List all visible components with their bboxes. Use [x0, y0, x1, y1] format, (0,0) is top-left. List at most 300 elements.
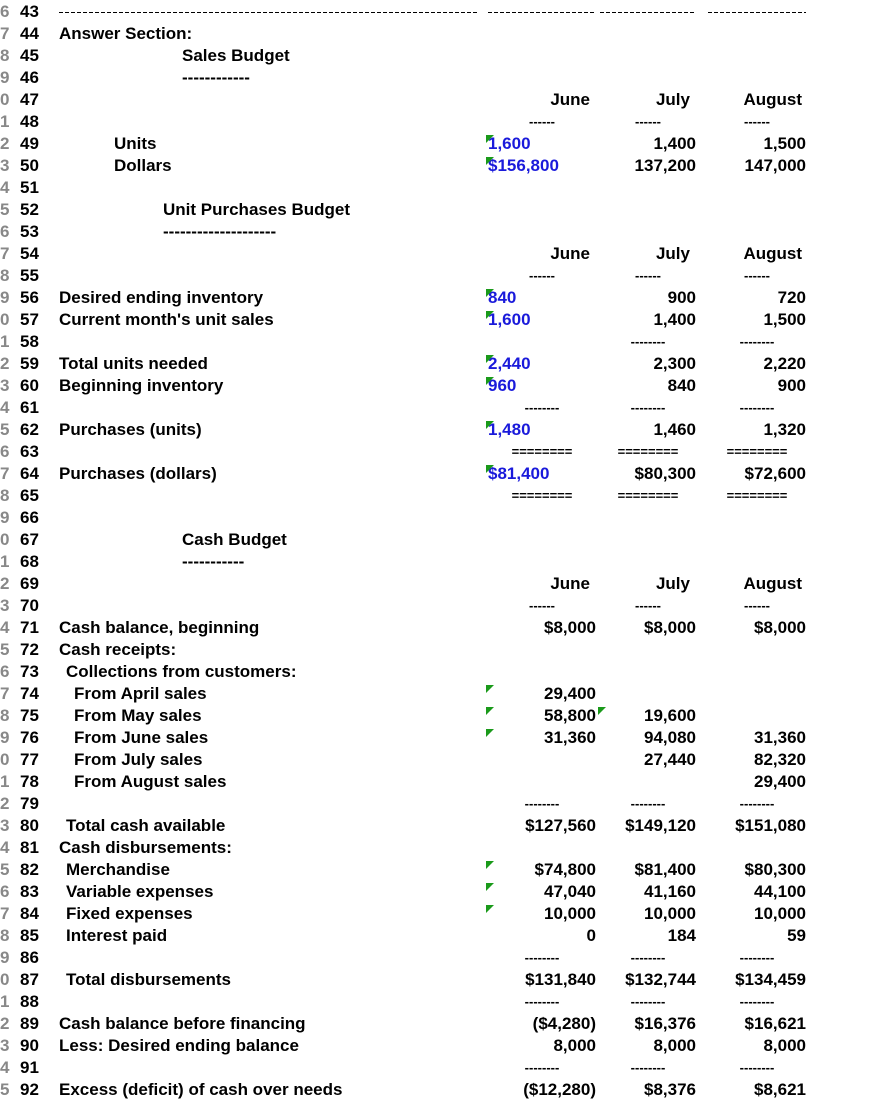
row-number-prefix: 7	[0, 904, 10, 923]
row-number-prefix: 1	[0, 772, 10, 791]
spreadsheet-row	[0, 1057, 892, 1079]
separator-line: --------	[739, 796, 775, 811]
column-header: July	[655, 244, 690, 263]
comment-marker[interactable]	[486, 157, 494, 165]
comment-marker[interactable]	[486, 685, 494, 693]
separator-line: --------	[524, 400, 560, 415]
value-cell[interactable]: 1,400	[653, 134, 696, 153]
row-number: 63	[20, 442, 39, 461]
row-number: 51	[20, 178, 39, 197]
column-header: June	[550, 90, 590, 109]
spreadsheet-row	[0, 221, 892, 243]
separator-line: ========	[511, 444, 573, 459]
row-number-prefix: 9	[0, 728, 10, 747]
row-number: 82	[20, 860, 39, 879]
value-cell[interactable]: 1,320	[763, 420, 806, 439]
row-number: 88	[20, 992, 39, 1011]
row-label[interactable]: Collections from customers:	[66, 662, 297, 681]
row-label[interactable]: Interest paid	[66, 926, 168, 945]
value-cell[interactable]: 900	[777, 376, 806, 395]
value-cell[interactable]: 147,000	[744, 156, 806, 175]
row-number: 49	[20, 134, 39, 153]
row-number: 46	[20, 68, 39, 87]
row-number: 80	[20, 816, 39, 835]
value-cell[interactable]: 27,440	[644, 750, 696, 769]
value-cell[interactable]: 184	[667, 926, 696, 945]
separator-line: --------	[524, 796, 560, 811]
row-number-prefix: 1	[0, 552, 10, 571]
spreadsheet-row	[0, 507, 892, 529]
row-number-prefix: 4	[0, 1058, 10, 1077]
section-title-underline: -----------	[182, 552, 245, 571]
value-cell[interactable]: 10,000	[544, 904, 596, 923]
value-cell[interactable]: $132,744	[625, 970, 696, 989]
value-cell[interactable]: 840	[667, 376, 696, 395]
separator-line: --------	[630, 796, 666, 811]
spreadsheet-row	[0, 45, 892, 67]
row-label[interactable]: Less: Desired ending balance	[59, 1036, 299, 1055]
value-cell[interactable]	[708, 683, 806, 705]
row-number-prefix: 1	[0, 332, 10, 351]
value-cell[interactable]: 720	[777, 288, 806, 307]
spreadsheet-row	[0, 331, 892, 353]
row-number-prefix: 6	[0, 662, 10, 681]
row-number: 75	[20, 706, 39, 725]
spreadsheet-row	[0, 1035, 892, 1057]
spreadsheet-row	[0, 375, 892, 397]
row-label[interactable]: Merchandise	[66, 860, 170, 879]
comment-marker[interactable]	[486, 905, 494, 913]
spreadsheet-row	[0, 661, 892, 683]
value-cell[interactable]: $80,300	[744, 860, 806, 879]
separator-line: --------	[739, 994, 775, 1009]
spreadsheet-row	[0, 23, 892, 45]
row-number: 45	[20, 46, 39, 65]
row-number-prefix: 2	[0, 1014, 10, 1033]
spreadsheet-row	[0, 463, 892, 485]
row-number: 72	[20, 640, 39, 659]
value-cell[interactable]: 1,500	[763, 310, 806, 329]
row-number-prefix: 5	[0, 420, 10, 439]
row-number-prefix: 7	[0, 464, 10, 483]
separator-line: ------	[529, 268, 555, 283]
comment-marker[interactable]	[486, 377, 494, 385]
value-cell[interactable]: $134,459	[735, 970, 806, 989]
comment-marker[interactable]	[486, 289, 494, 297]
row-label[interactable]: From April sales	[74, 684, 207, 703]
spreadsheet-row	[0, 969, 892, 991]
spreadsheet-row	[0, 551, 892, 573]
row-number: 78	[20, 772, 39, 791]
separator-line: --------	[524, 1060, 560, 1075]
row-number: 66	[20, 508, 39, 527]
row-label[interactable]: Cash balance before financing	[59, 1014, 306, 1033]
row-number-prefix: 3	[0, 1036, 10, 1055]
column-header: August	[743, 244, 802, 263]
value-cell[interactable]: $127,560	[525, 816, 596, 835]
value-cell[interactable]	[600, 771, 696, 793]
value-cell[interactable]: 44,100	[754, 882, 806, 901]
column-header: August	[743, 90, 802, 109]
value-cell[interactable]: 58,800	[544, 706, 596, 725]
row-number-prefix: 2	[0, 354, 10, 373]
row-number-prefix: 7	[0, 244, 10, 263]
separator-line: --------	[630, 1060, 666, 1075]
comment-marker[interactable]	[486, 135, 494, 143]
spreadsheet-row	[0, 617, 892, 639]
value-cell[interactable]: $131,840	[525, 970, 596, 989]
row-number: 64	[20, 464, 39, 483]
separator-line	[600, 12, 696, 13]
column-header: July	[655, 90, 690, 109]
spreadsheet-row	[0, 397, 892, 419]
row-number-prefix: 1	[0, 112, 10, 131]
spreadsheet-row	[0, 639, 892, 661]
row-label[interactable]: Cash disbursements:	[59, 838, 232, 857]
row-number-prefix: 4	[0, 398, 10, 417]
value-cell[interactable]: $72,600	[744, 464, 806, 483]
separator-line	[708, 12, 806, 13]
row-number-prefix: 8	[0, 926, 10, 945]
row-label[interactable]: Excess (deficit) of cash over needs	[59, 1080, 343, 1099]
row-label[interactable]: Total cash available	[66, 816, 226, 835]
comment-marker[interactable]	[486, 421, 494, 429]
row-number: 89	[20, 1014, 39, 1033]
value-cell[interactable]: 41,160	[644, 882, 696, 901]
spreadsheet-row	[0, 925, 892, 947]
value-cell[interactable]: $80,300	[634, 464, 696, 483]
value-cell[interactable]: 29,400	[544, 684, 596, 703]
value-cell[interactable]: 1,460	[653, 420, 696, 439]
separator-line: ------	[635, 114, 661, 129]
row-number-prefix: 2	[0, 574, 10, 593]
spreadsheet-row	[0, 1013, 892, 1035]
row-number: 90	[20, 1036, 39, 1055]
value-cell[interactable]: 19,600	[644, 706, 696, 725]
spreadsheet-row	[0, 991, 892, 1013]
value-cell[interactable]: $151,080	[735, 816, 806, 835]
value-cell[interactable]: 1,600	[488, 134, 531, 153]
spreadsheet-row	[0, 67, 892, 89]
value-cell[interactable]: 10,000	[754, 904, 806, 923]
row-number: 53	[20, 222, 39, 241]
row-number: 56	[20, 288, 39, 307]
comment-marker[interactable]	[486, 707, 494, 715]
row-number-prefix: 2	[0, 794, 10, 813]
row-number-prefix: 9	[0, 508, 10, 527]
row-label[interactable]: Units	[114, 134, 157, 153]
row-number-prefix: 8	[0, 266, 10, 285]
row-number: 48	[20, 112, 39, 131]
separator-line: --------	[630, 994, 666, 1009]
column-header: August	[743, 574, 802, 593]
row-number: 91	[20, 1058, 39, 1077]
row-number-prefix: 9	[0, 68, 10, 87]
spreadsheet-row	[0, 155, 892, 177]
row-number-prefix: 8	[0, 706, 10, 725]
separator-line: ------	[744, 114, 770, 129]
value-cell[interactable]: ($12,280)	[523, 1080, 596, 1099]
row-number-prefix: 0	[0, 530, 10, 549]
value-cell[interactable]: 2,300	[653, 354, 696, 373]
spreadsheet-row	[0, 133, 892, 155]
spreadsheet-row	[0, 903, 892, 925]
row-number-prefix: 7	[0, 24, 10, 43]
row-number-prefix: 3	[0, 156, 10, 175]
value-cell[interactable]	[708, 705, 806, 727]
value-cell[interactable]: 960	[488, 376, 517, 395]
row-label[interactable]: From June sales	[74, 728, 209, 747]
row-number: 47	[20, 90, 39, 109]
value-cell[interactable]: 94,080	[644, 728, 696, 747]
value-cell[interactable]: $156,800	[488, 156, 559, 175]
row-label[interactable]: From May sales	[74, 706, 202, 725]
section-title: Sales Budget	[182, 46, 290, 65]
row-number: 62	[20, 420, 39, 439]
separator-line: ------	[635, 598, 661, 613]
spreadsheet-row	[0, 243, 892, 265]
row-number: 92	[20, 1080, 39, 1099]
separator-line: ------	[529, 114, 555, 129]
row-number: 54	[20, 244, 39, 263]
separator-line: ========	[617, 444, 679, 459]
value-cell[interactable]: 1,500	[763, 134, 806, 153]
value-cell[interactable]	[488, 771, 596, 793]
row-number-prefix: 5	[0, 1080, 10, 1099]
separator-line	[488, 12, 596, 13]
spreadsheet-row	[0, 573, 892, 595]
value-cell[interactable]: 29,400	[754, 772, 806, 791]
row-number-prefix: 9	[0, 288, 10, 307]
spreadsheet-row	[0, 881, 892, 903]
separator-line: ------	[635, 268, 661, 283]
row-number: 84	[20, 904, 39, 923]
separator-line: ------	[529, 598, 555, 613]
value-cell[interactable]: 900	[667, 288, 696, 307]
spreadsheet-row	[0, 309, 892, 331]
spreadsheet-row	[0, 837, 892, 859]
value-cell[interactable]	[600, 683, 696, 705]
row-number: 43	[20, 2, 39, 21]
row-number-prefix: 1	[0, 992, 10, 1011]
row-number: 77	[20, 750, 39, 769]
row-number: 83	[20, 882, 39, 901]
separator-line: ------	[744, 598, 770, 613]
section-title: Unit Purchases Budget	[163, 200, 351, 219]
value-cell[interactable]: 1,400	[653, 310, 696, 329]
column-header: June	[550, 244, 590, 263]
comment-marker[interactable]	[486, 861, 494, 869]
spreadsheet-row	[0, 529, 892, 551]
row-number: 50	[20, 156, 39, 175]
row-number: 73	[20, 662, 39, 681]
row-label[interactable]: Current month's unit sales	[59, 310, 274, 329]
row-number-prefix: 4	[0, 618, 10, 637]
row-number: 76	[20, 728, 39, 747]
row-number: 69	[20, 574, 39, 593]
spreadsheet-row	[0, 1079, 892, 1101]
spreadsheet-row	[0, 111, 892, 133]
spreadsheet-row	[0, 859, 892, 881]
value-cell[interactable]: 8,000	[553, 1036, 596, 1055]
value-cell[interactable]: 8,000	[653, 1036, 696, 1055]
column-header: June	[550, 574, 590, 593]
value-cell[interactable]	[488, 749, 596, 771]
row-number: 86	[20, 948, 39, 967]
row-number: 67	[20, 530, 39, 549]
value-cell[interactable]: 1,600	[488, 310, 531, 329]
separator-line: --------	[630, 334, 666, 349]
separator-line: --------	[739, 334, 775, 349]
spreadsheet-row	[0, 947, 892, 969]
row-number-prefix: 5	[0, 640, 10, 659]
section-title: Cash Budget	[182, 530, 287, 549]
separator-line: --------	[630, 400, 666, 415]
spreadsheet-row	[0, 727, 892, 749]
separator-line: --------	[524, 950, 560, 965]
separator-line: ------	[744, 268, 770, 283]
row-label[interactable]: Total disbursements	[66, 970, 231, 989]
value-cell[interactable]: 2,220	[763, 354, 806, 373]
row-number-prefix: 3	[0, 816, 10, 835]
value-cell[interactable]: $74,800	[534, 860, 596, 879]
row-number: 85	[20, 926, 39, 945]
row-number: 61	[20, 398, 39, 417]
row-number-prefix: 0	[0, 750, 10, 769]
value-cell[interactable]: $81,400	[488, 464, 550, 483]
column-header: July	[655, 574, 690, 593]
spreadsheet-row	[0, 441, 892, 463]
row-number: 70	[20, 596, 39, 615]
row-number-prefix: 6	[0, 442, 10, 461]
row-number: 55	[20, 266, 39, 285]
value-cell[interactable]: 1,480	[488, 420, 531, 439]
value-cell[interactable]: 31,360	[754, 728, 806, 747]
row-number: 60	[20, 376, 39, 395]
row-label[interactable]: Purchases (dollars)	[59, 464, 217, 483]
row-number-prefix: 0	[0, 310, 10, 329]
spreadsheet-row	[0, 419, 892, 441]
row-number: 71	[20, 618, 39, 637]
row-number: 59	[20, 354, 39, 373]
row-number-prefix: 4	[0, 178, 10, 197]
value-cell[interactable]: $8,000	[544, 618, 596, 637]
value-cell[interactable]: 31,360	[544, 728, 596, 747]
row-label[interactable]: Total units needed	[59, 354, 208, 373]
separator-line: --------	[739, 400, 775, 415]
value-cell[interactable]: $8,000	[644, 618, 696, 637]
row-label[interactable]: Variable expenses	[66, 882, 214, 901]
comment-marker[interactable]	[486, 355, 494, 363]
comment-marker[interactable]	[486, 883, 494, 891]
row-number: 74	[20, 684, 39, 703]
row-number: 81	[20, 838, 39, 857]
separator-line: --------	[739, 1060, 775, 1075]
row-number-prefix: 5	[0, 860, 10, 879]
spreadsheet-row	[0, 749, 892, 771]
value-cell[interactable]: 2,440	[488, 354, 531, 373]
separator-line: ========	[726, 444, 788, 459]
row-label[interactable]: Cash receipts:	[59, 640, 177, 659]
separator-line: ========	[617, 488, 679, 503]
value-cell[interactable]: 10,000	[644, 904, 696, 923]
row-number: 87	[20, 970, 39, 989]
row-number-prefix: 6	[0, 222, 10, 241]
comment-marker[interactable]	[486, 465, 494, 473]
separator-line: ========	[726, 488, 788, 503]
row-number-prefix: 0	[0, 970, 10, 989]
spreadsheet-row	[0, 265, 892, 287]
row-label[interactable]: Fixed expenses	[66, 904, 193, 923]
spreadsheet-row	[0, 1, 892, 23]
row-number: 52	[20, 200, 39, 219]
row-label[interactable]: From July sales	[74, 750, 203, 769]
value-cell[interactable]: $8,376	[644, 1080, 696, 1099]
value-cell[interactable]: 137,200	[634, 156, 696, 175]
comment-marker[interactable]	[486, 729, 494, 737]
value-cell[interactable]: 8,000	[763, 1036, 806, 1055]
comment-marker[interactable]	[598, 707, 606, 715]
value-cell[interactable]: 59	[787, 926, 806, 945]
value-cell[interactable]: 0	[586, 926, 596, 945]
row-number-prefix: 8	[0, 486, 10, 505]
spreadsheet-row	[0, 815, 892, 837]
value-cell[interactable]: $149,120	[625, 816, 696, 835]
spreadsheet-row	[0, 705, 892, 727]
row-label[interactable]: Answer Section:	[59, 24, 193, 43]
value-cell[interactable]: $8,000	[754, 618, 806, 637]
row-number-prefix: 2	[0, 134, 10, 153]
value-cell[interactable]: $16,621	[744, 1014, 806, 1033]
row-label[interactable]: Purchases (units)	[59, 420, 202, 439]
separator-line	[488, 331, 596, 353]
section-title-underline: --------------------	[163, 222, 277, 241]
spreadsheet-row	[0, 353, 892, 375]
row-number-prefix: 9	[0, 948, 10, 967]
value-cell[interactable]: $8,621	[754, 1080, 806, 1099]
row-number: 79	[20, 794, 39, 813]
row-number-prefix: 5	[0, 200, 10, 219]
row-label[interactable]: Dollars	[114, 156, 172, 175]
value-cell[interactable]: 82,320	[754, 750, 806, 769]
row-label[interactable]: From August sales	[74, 772, 227, 791]
value-cell[interactable]: 840	[488, 288, 517, 307]
row-number: 58	[20, 332, 39, 351]
comment-marker[interactable]	[486, 311, 494, 319]
row-number-prefix: 3	[0, 376, 10, 395]
separator-line: --------	[630, 950, 666, 965]
value-cell[interactable]: ($4,280)	[532, 1014, 596, 1033]
spreadsheet-row	[0, 595, 892, 617]
value-cell[interactable]: $81,400	[634, 860, 696, 879]
section-title-underline: ------------	[182, 68, 250, 87]
spreadsheet-row	[0, 199, 892, 221]
separator-line: --------	[524, 994, 560, 1009]
row-number-prefix: 8	[0, 46, 10, 65]
row-number: 44	[20, 24, 39, 43]
separator-line: --------	[739, 950, 775, 965]
row-label[interactable]: Beginning inventory	[59, 376, 224, 395]
spreadsheet-row	[0, 89, 892, 111]
row-number: 68	[20, 552, 39, 571]
row-number-prefix: 6	[0, 882, 10, 901]
row-label[interactable]: Cash balance, beginning	[59, 618, 260, 637]
value-cell[interactable]: 47,040	[544, 882, 596, 901]
row-number: 65	[20, 486, 39, 505]
value-cell[interactable]: $16,376	[634, 1014, 696, 1033]
spreadsheet-row	[0, 793, 892, 815]
row-label[interactable]: Desired ending inventory	[59, 288, 264, 307]
